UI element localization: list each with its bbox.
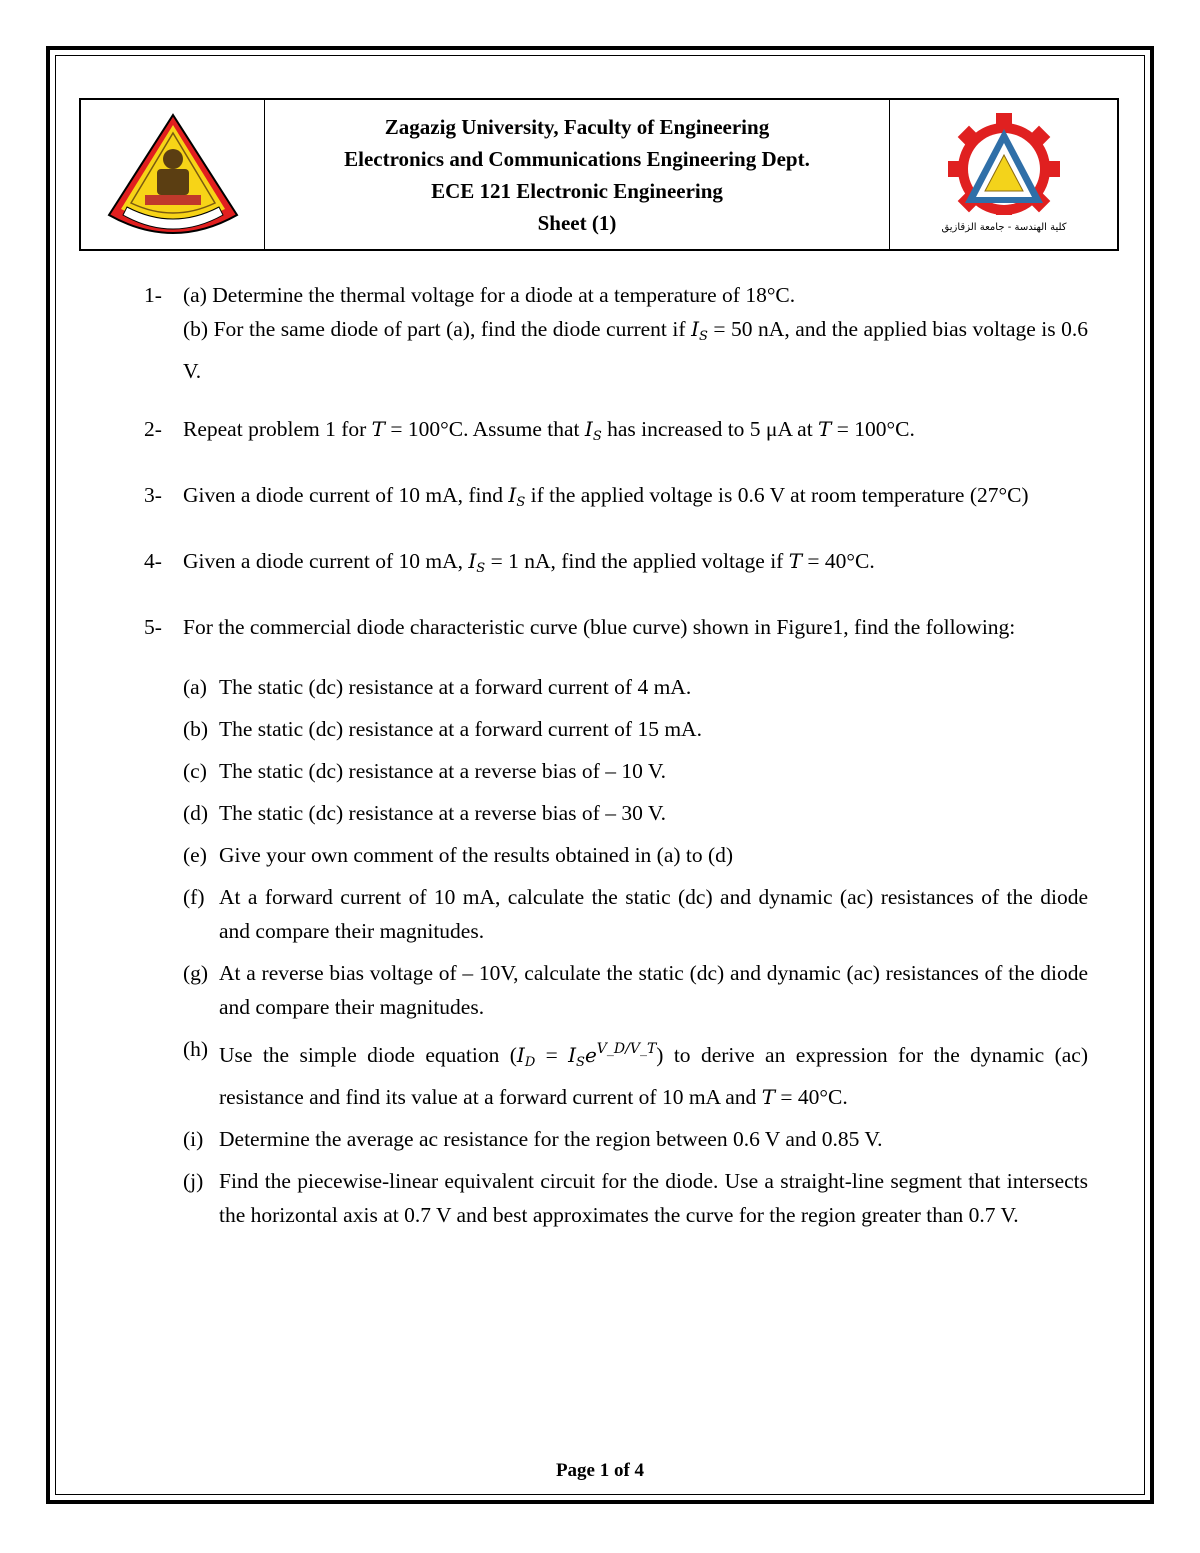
problem-2-text: Repeat problem 1 for T = 100°C. Assume that $I_S$ has increased to 5 μA at T = 100°C.	[183, 417, 915, 444]
right-logo-caption: كلية الهندسة - جامعة الزقازيق	[940, 221, 1067, 233]
problem-1	[144, 278, 1088, 388]
problem-number: 3-	[144, 483, 162, 507]
problem-4	[144, 544, 1088, 586]
faculty-of-engineering-logo	[919, 111, 1089, 239]
problem-1a: (a) Determine the thermal voltage for a diode at a temperature of 18°C.	[183, 283, 796, 307]
problem-1b: (b) For the same diode of part (a), find the diode current if $I_S = 50$ nA, and the applied bias voltage is 0.6 V.	[183, 317, 1089, 383]
problem-number: 2-	[144, 417, 162, 441]
problem-2	[144, 412, 1088, 454]
problem-3	[144, 478, 1088, 520]
problem-4-text: Given a diode current of 10 mA, $I_S = 1$ nA, find the applied voltage if T = 40°C.	[183, 549, 875, 576]
university-title: Zagazig University, Faculty of Engineering	[384, 114, 770, 139]
department-title: Electronics and Communications Engineering Dept.	[344, 146, 810, 171]
problem-list	[144, 278, 1088, 1256]
sub-question-f: (f) At a forward current of 10 mA, calculate the static (dc) and dynamic (ac) resistances of the diode and compare their magnitudes.	[183, 885, 1088, 943]
sub-question-a: (a) The static (dc) resistance at a forward current of 4 mA.	[183, 675, 692, 699]
problem-5-parts	[183, 670, 1088, 1232]
sub-question-j: (j) Find the piecewise-linear equivalent circuit for the diode. Use a straight-line segment that intersects the horizontal axis at 0.7 V and best approximates the curve for the region greater than 0.7 V.	[183, 1169, 1088, 1227]
problem-5-intro: For the commercial diode characteristic curve (blue curve) shown in Figure1, find the following:	[183, 615, 1016, 639]
page-footer: Page 1 of 4	[555, 1460, 645, 1481]
course-title: ECE 121 Electronic Engineering	[431, 178, 723, 203]
sub-question-e: (e) Give your own comment of the results obtained in (a) to (d)	[183, 843, 734, 867]
sub-question-c: (c) The static (dc) resistance at a reverse bias of – 10 V.	[183, 759, 666, 783]
problem-3-text: Given a diode current of 10 mA, find $I_S$ if the applied voltage is 0.6 V at room temperature (27°C)	[183, 483, 1029, 510]
problem-number: 5-	[144, 615, 162, 639]
sub-question-d: (d) The static (dc) resistance at a reverse bias of – 30 V.	[183, 801, 666, 825]
sub-question-g: (g) At a reverse bias voltage of – 10V, calculate the static (dc) and dynamic (ac) resistances of the diode and compare their magnitudes.	[183, 961, 1088, 1019]
zagazig-university-logo	[105, 111, 241, 239]
header-table	[79, 98, 1119, 251]
problem-number: 1-	[144, 283, 162, 307]
sheet-title: Sheet (1)	[537, 210, 617, 235]
sub-question-i: (i) Determine the average ac resistance for the region between 0.6 V and 0.85 V.	[183, 1127, 883, 1151]
header-title-block	[265, 100, 889, 249]
problem-number: 4-	[144, 549, 162, 573]
sub-question-b: (b) The static (dc) resistance at a forward current of 15 mA.	[183, 717, 702, 741]
sub-question-h: (h) Use the simple diode equation $(I_D = I_Se^{V\_D/V\_T})$ to derive an expression for the dynamic (ac) resistance and find its value at a forward current of 10 mA and T = 40°C.	[183, 1037, 1088, 1109]
equation-exponent: V_D/V_T	[596, 1041, 657, 1057]
problem-5	[144, 610, 1088, 1232]
right-logo-cell	[889, 100, 1117, 249]
left-logo-cell	[81, 100, 265, 249]
